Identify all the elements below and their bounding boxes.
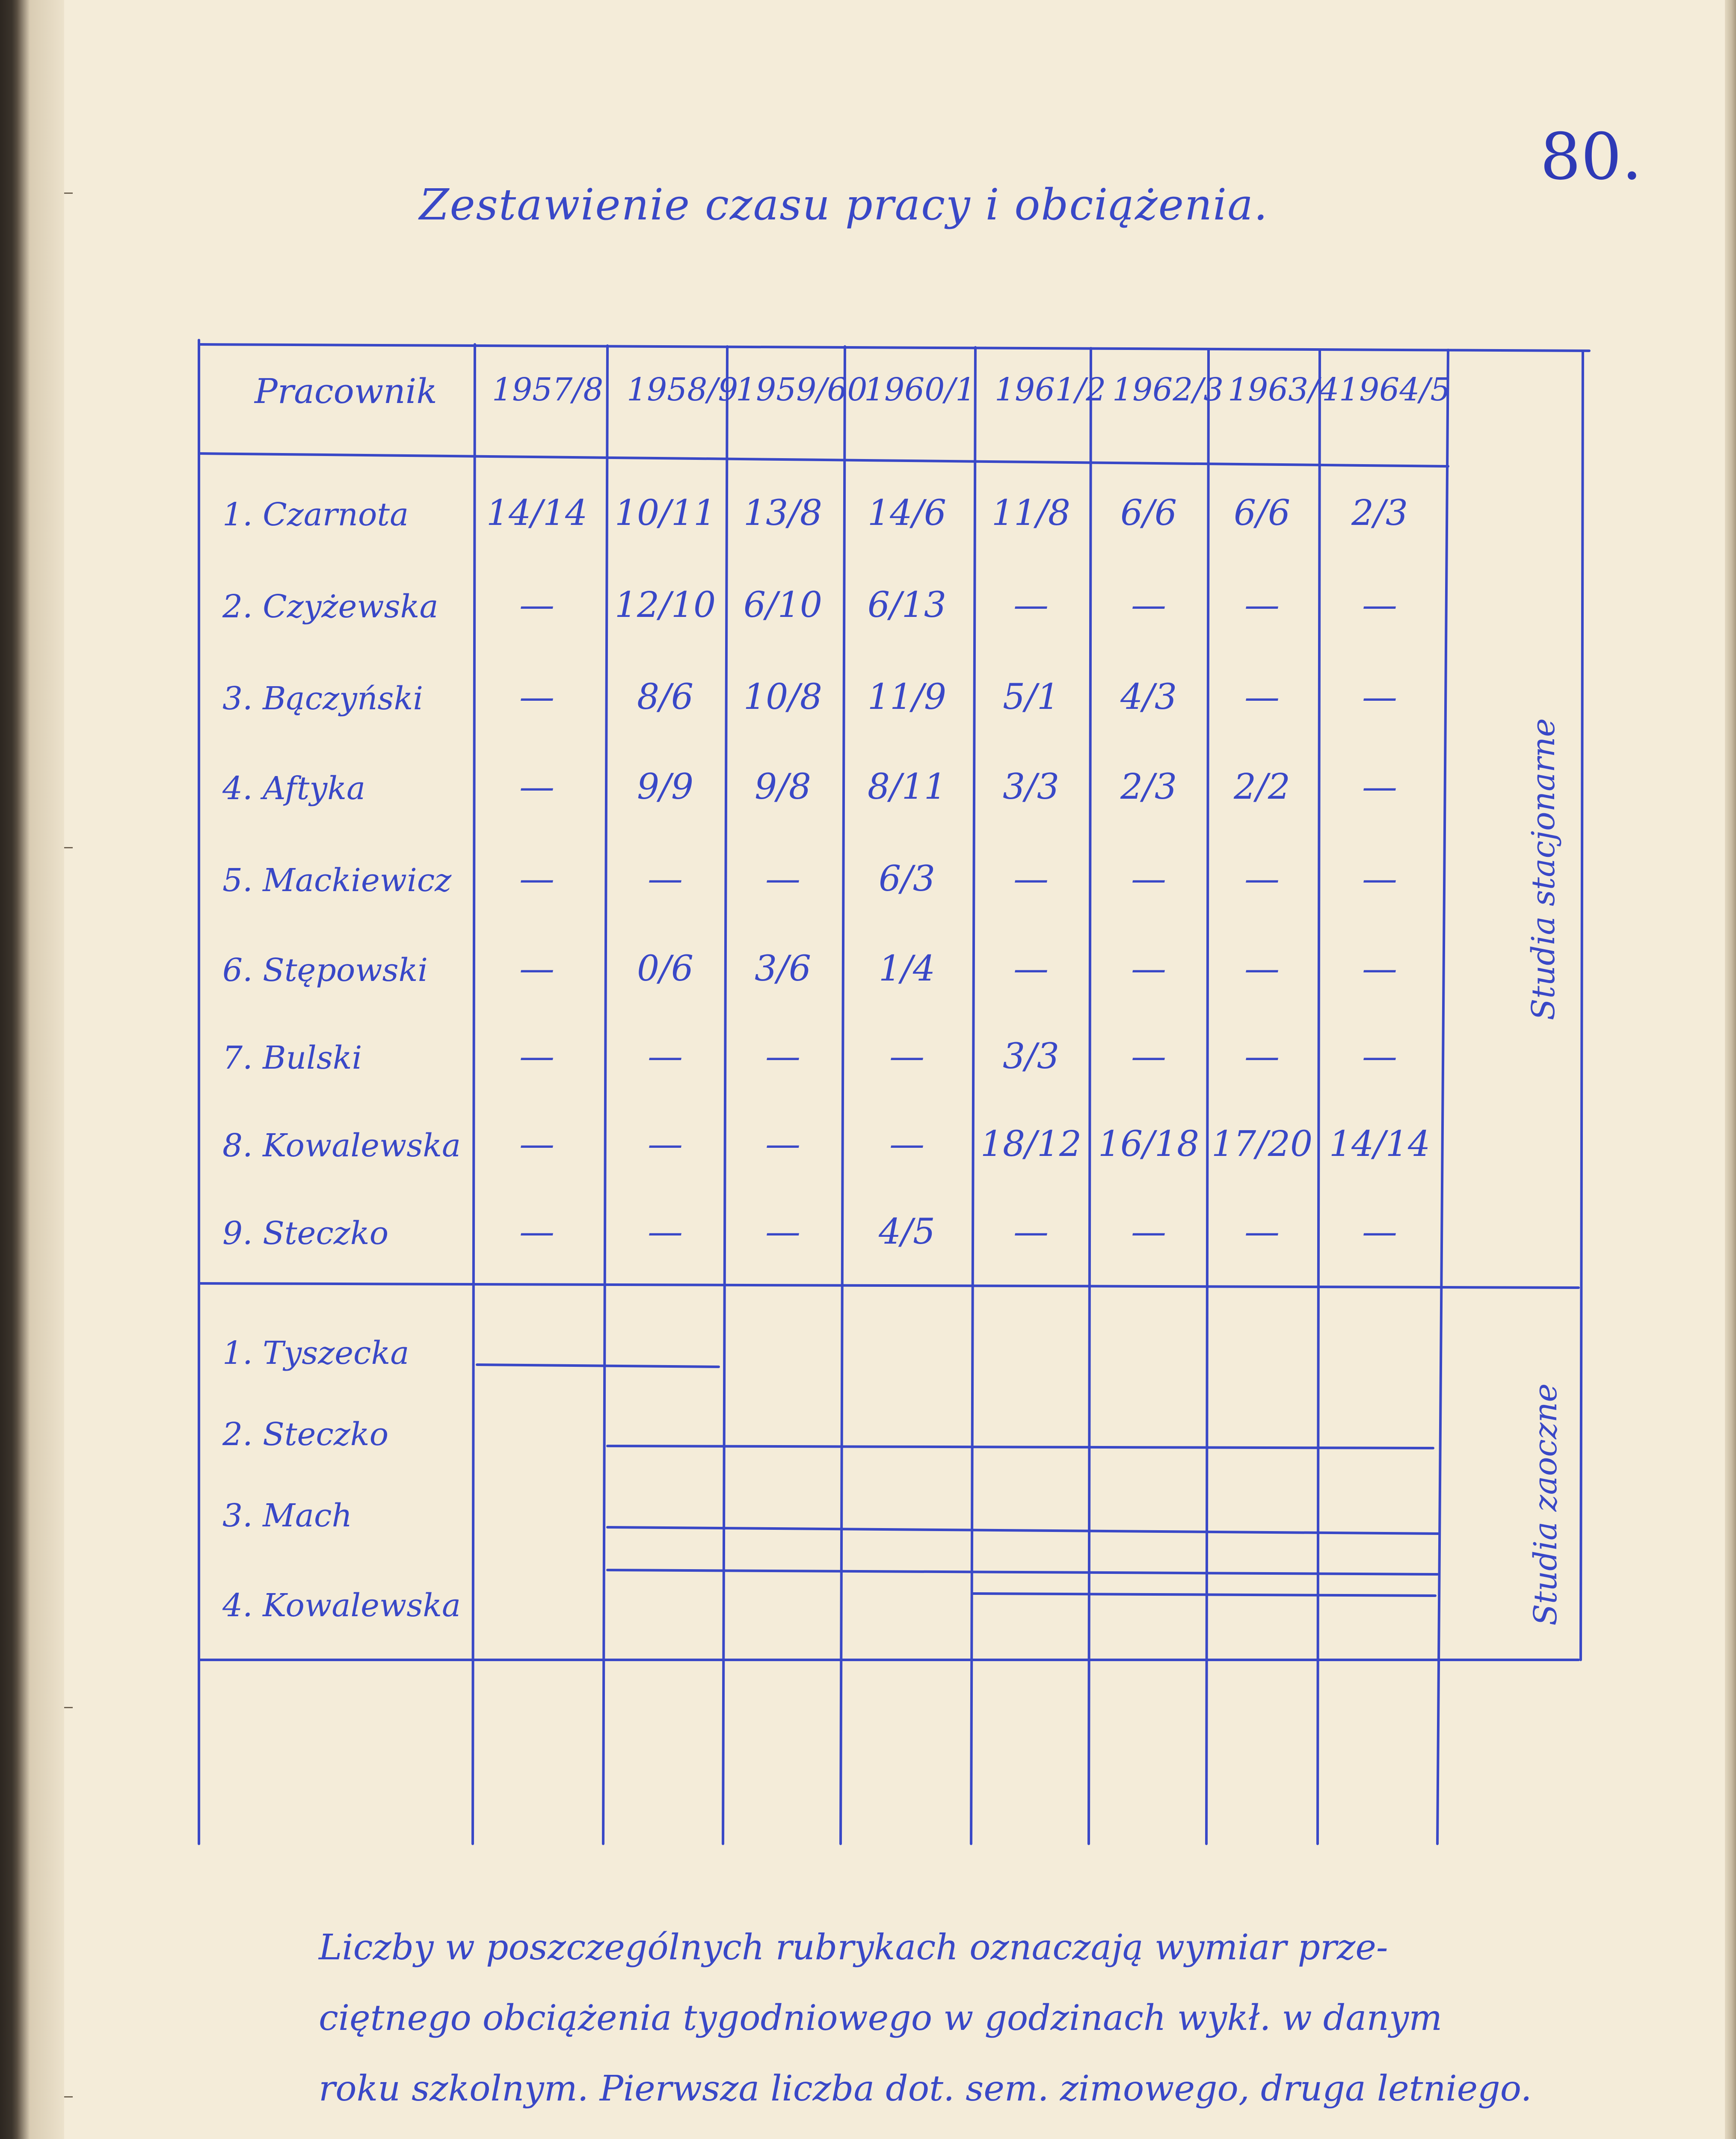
table-row-name: 7. Bulski [222,1040,362,1076]
table-cell: 6/3 [879,859,935,899]
table-cell: 2/3 [1120,767,1177,807]
table-cell: 18/12 [980,1124,1082,1164]
table-cell: — [1362,1036,1397,1077]
table-cell: — [648,1124,683,1164]
table-cell: — [1244,585,1280,625]
table-cell: 9/9 [637,767,693,807]
table-cell: — [765,1124,800,1164]
table-row-name: 1. Czarnota [222,496,409,533]
year-header-1960: 1960/1 [864,371,976,408]
footnote-line: roku szkolnym. Pierwsza liczba dot. sem. zimowego, druga letniego. [319,2068,1532,2109]
table-cell: — [889,1036,924,1077]
table-row-name: 3. Bączyński [222,680,424,717]
table-cell: — [648,1212,683,1252]
table-cell: — [1362,1212,1397,1252]
table-cell: — [765,859,800,899]
table-cell: 11/9 [867,677,947,717]
table-cell: 16/18 [1098,1124,1200,1164]
year-header-1959: 1959/60 [736,371,868,408]
table-cell: — [1013,585,1049,625]
table-cell: — [519,859,554,899]
table-cell: 1/4 [879,948,935,989]
table-cell: — [1244,1036,1280,1077]
table-cell: — [1362,585,1397,625]
table-row-name: 2. Czyżewska [222,588,438,625]
table-row-name: 1. Tyszecka [222,1335,409,1372]
table-cell: — [1362,859,1397,899]
table-cell: 9/8 [755,767,811,807]
table-cell: 14/14 [486,493,588,533]
table-cell: 17/20 [1211,1124,1313,1164]
table-cell: 8/11 [867,767,947,807]
employee-column-header: Pracownik [255,371,437,411]
table-row-name: 8. Kowalewska [222,1127,461,1164]
table-cell: — [1013,859,1049,899]
footnote-line: Liczby w poszczególnych rubrykach oznaczają wymiar prze- [319,1927,1388,1968]
table-cell: 3/3 [1003,767,1059,807]
table-cell: — [765,1036,800,1077]
table-cell: — [1131,1212,1166,1252]
table-cell: 6/10 [743,585,823,625]
table-cell: — [1244,859,1280,899]
table-row-name: 3. Mach [222,1497,353,1534]
table-cell: 4/3 [1120,677,1177,717]
table-cell: 13/8 [743,493,823,533]
table-cell: — [1131,585,1166,625]
table-cell: — [765,1212,800,1252]
table-cell: — [648,859,683,899]
table-row-name: 6. Stępowski [222,952,428,989]
table-row-name: 4. Kowalewska [222,1587,461,1624]
stationary-studies-label: Studia stacjonarne [1525,718,1562,1020]
table-cell: — [648,1036,683,1077]
table-cell: 14/6 [867,493,947,533]
table-cell: — [519,948,554,989]
table-cell: — [1362,677,1397,717]
table-row-name: 5. Mackiewicz [222,862,452,899]
table-row-name: 4. Aftyka [222,770,366,807]
year-header-1957: 1957/8 [492,371,604,408]
table-cell: 6/6 [1234,493,1290,533]
table-cell: — [1013,1212,1049,1252]
table-cell: — [1362,767,1397,807]
footnote-line: ciętnego obciążenia tygodniowego w godzinach wykł. w danym [319,1998,1443,2038]
page-number: 80. [1540,120,1642,194]
table-cell: 6/6 [1120,493,1177,533]
table-cell: 3/3 [1003,1036,1059,1077]
table-cell: — [1131,859,1166,899]
correspondence-studies-label: Studia zaoczne [1527,1383,1564,1626]
table-cell: — [1013,948,1049,989]
table-cell: — [519,767,554,807]
year-header-1962: 1962/3 [1112,371,1224,408]
year-header-1961: 1961/2 [995,371,1106,408]
table-cell: — [1131,1036,1166,1077]
table-cell: — [1244,948,1280,989]
table-cell: 6/13 [867,585,947,625]
table-cell: — [519,1124,554,1164]
table-cell: — [1362,948,1397,989]
table-cell: 2/3 [1351,493,1408,533]
table-cell: 10/11 [614,493,716,533]
table-cell: — [1244,1212,1280,1252]
footnote [319,1912,1572,2124]
table-cell: 2/2 [1234,767,1290,807]
table-row-name: 9. Steczko [222,1215,389,1252]
table-cell: 4/5 [879,1212,935,1252]
table-cell: 10/8 [743,677,823,717]
year-header-1963: 1963/4 [1228,371,1339,408]
table-cell: 5/1 [1003,677,1059,717]
table-cell: — [1131,948,1166,989]
table-cell: 0/6 [637,948,693,989]
table-cell: 12/10 [614,585,716,625]
year-header-1958: 1958/9 [627,371,738,408]
table-cell: — [1244,677,1280,717]
table-cell: 11/8 [991,493,1071,533]
year-header-1964: 1964/5 [1339,371,1451,408]
table-cell: 14/14 [1329,1124,1431,1164]
table-cell: — [519,1036,554,1077]
table-cell: 3/6 [755,948,811,989]
page-title: Zestawienie czasu pracy i obciążenia. [419,180,1268,230]
table-cell: — [519,585,554,625]
table-row-name: 2. Steczko [222,1416,389,1453]
table-cell: — [519,1212,554,1252]
table-cell: — [519,677,554,717]
table-cell: 8/6 [637,677,693,717]
table-cell: — [889,1124,924,1164]
